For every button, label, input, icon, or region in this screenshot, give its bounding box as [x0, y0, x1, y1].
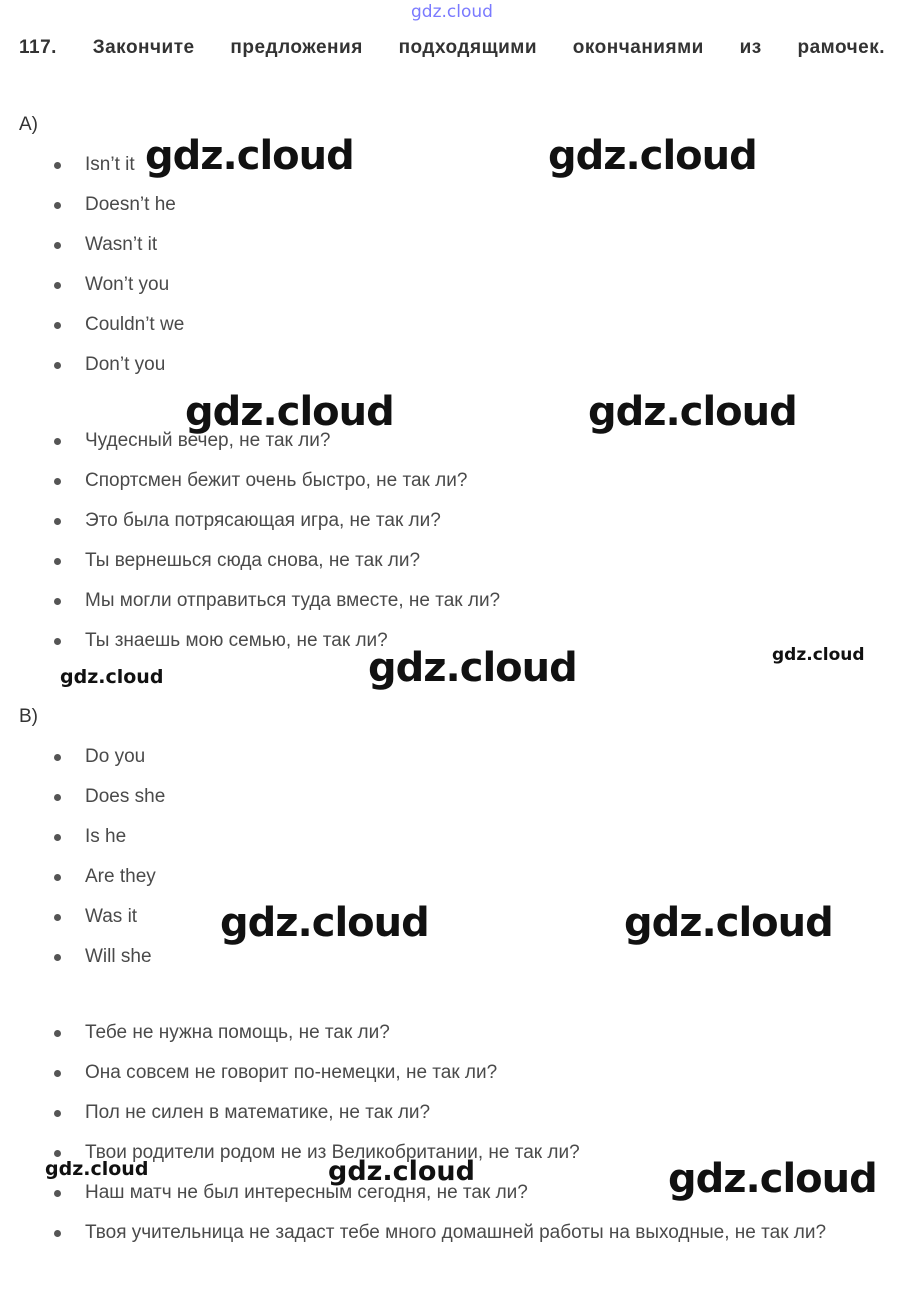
bullet-icon — [54, 242, 61, 249]
section-a-endings-list — [0, 145, 904, 385]
watermark-text: gdz.cloud — [185, 389, 394, 435]
bullet-icon — [54, 438, 61, 445]
list-item: Couldn’t we — [0, 305, 904, 345]
bullet-icon — [54, 754, 61, 761]
list-item: Isn’t it — [0, 145, 904, 185]
list-item: Do you — [0, 737, 904, 777]
watermark-text: gdz.cloud — [772, 645, 865, 665]
bullet-icon — [54, 558, 61, 565]
watermark-text: gdz.cloud — [60, 666, 164, 688]
list-item: Doesn’t he — [0, 185, 904, 225]
bullet-icon — [54, 834, 61, 841]
bullet-icon — [54, 1150, 61, 1157]
bullet-icon — [54, 162, 61, 169]
list-item: Чудесный вечер, не так ли? — [0, 421, 904, 461]
bullet-icon — [54, 322, 61, 329]
list-item: Тебе не нужна помощь, не так ли? — [0, 1013, 904, 1053]
list-item: Ты знаешь мою семью, не так ли? — [0, 621, 904, 661]
watermark-text: gdz.cloud — [220, 900, 429, 946]
bullet-icon — [54, 1190, 61, 1197]
list-item: Наш матч не был интересным сегодня, не так ли? — [0, 1173, 904, 1213]
list-item: Won’t you — [0, 265, 904, 305]
watermark-text: gdz.cloud — [588, 389, 797, 435]
watermark-text: gdz.cloud — [548, 133, 757, 179]
list-item: Спортсмен бежит очень быстро, не так ли? — [0, 461, 904, 501]
watermark-text: gdz.cloud — [145, 133, 354, 179]
bullet-icon — [54, 1110, 61, 1117]
section-a-label: A) — [19, 114, 38, 135]
list-item: Does she — [0, 777, 904, 817]
list-item: Will she — [0, 937, 904, 977]
bullet-icon — [54, 202, 61, 209]
task-title: 117. Закончите предложения подходящими окончаниями из рамочек. — [19, 37, 885, 58]
bullet-icon — [54, 954, 61, 961]
list-item: Is he — [0, 817, 904, 857]
bullet-icon — [54, 638, 61, 645]
watermark-text: gdz.cloud — [668, 1156, 877, 1202]
bullet-icon — [54, 1070, 61, 1077]
bullet-icon — [54, 1230, 61, 1237]
list-item: Ты вернешься сюда снова, не так ли? — [0, 541, 904, 581]
list-item: Was it — [0, 897, 904, 937]
list-item: Пол не силен в математике, не так ли? — [0, 1093, 904, 1133]
list-item: Твои родители родом не из Великобритании, не так ли? — [0, 1133, 904, 1173]
list-item: Твоя учительница не задаст тебе много домашней работы на выходные, не так ли? — [0, 1213, 904, 1253]
list-item: Don’t you — [0, 345, 904, 385]
list-item: Она совсем не говорит по-немецки, не так ли? — [0, 1053, 904, 1093]
bullet-icon — [54, 362, 61, 369]
bullet-icon — [54, 518, 61, 525]
list-item: Wasn’t it — [0, 225, 904, 265]
watermark-text: gdz.cloud — [45, 1158, 149, 1180]
watermark-text: gdz.cloud — [368, 645, 577, 691]
section-a-sentences-list — [0, 421, 904, 661]
header-watermark: gdz.cloud — [411, 2, 493, 22]
list-item: Это была потрясающая игра, не так ли? — [0, 501, 904, 541]
list-item: Are they — [0, 857, 904, 897]
bullet-icon — [54, 478, 61, 485]
bullet-icon — [54, 794, 61, 801]
bullet-icon — [54, 874, 61, 881]
bullet-icon — [54, 598, 61, 605]
section-b-label: B) — [19, 706, 38, 727]
list-item: Мы могли отправиться туда вместе, не так ли? — [0, 581, 904, 621]
watermark-text: gdz.cloud — [624, 900, 833, 946]
bullet-icon — [54, 282, 61, 289]
bullet-icon — [54, 914, 61, 921]
watermark-text: gdz.cloud — [328, 1156, 475, 1187]
bullet-icon — [54, 1030, 61, 1037]
section-b-sentences-list — [0, 1013, 904, 1253]
